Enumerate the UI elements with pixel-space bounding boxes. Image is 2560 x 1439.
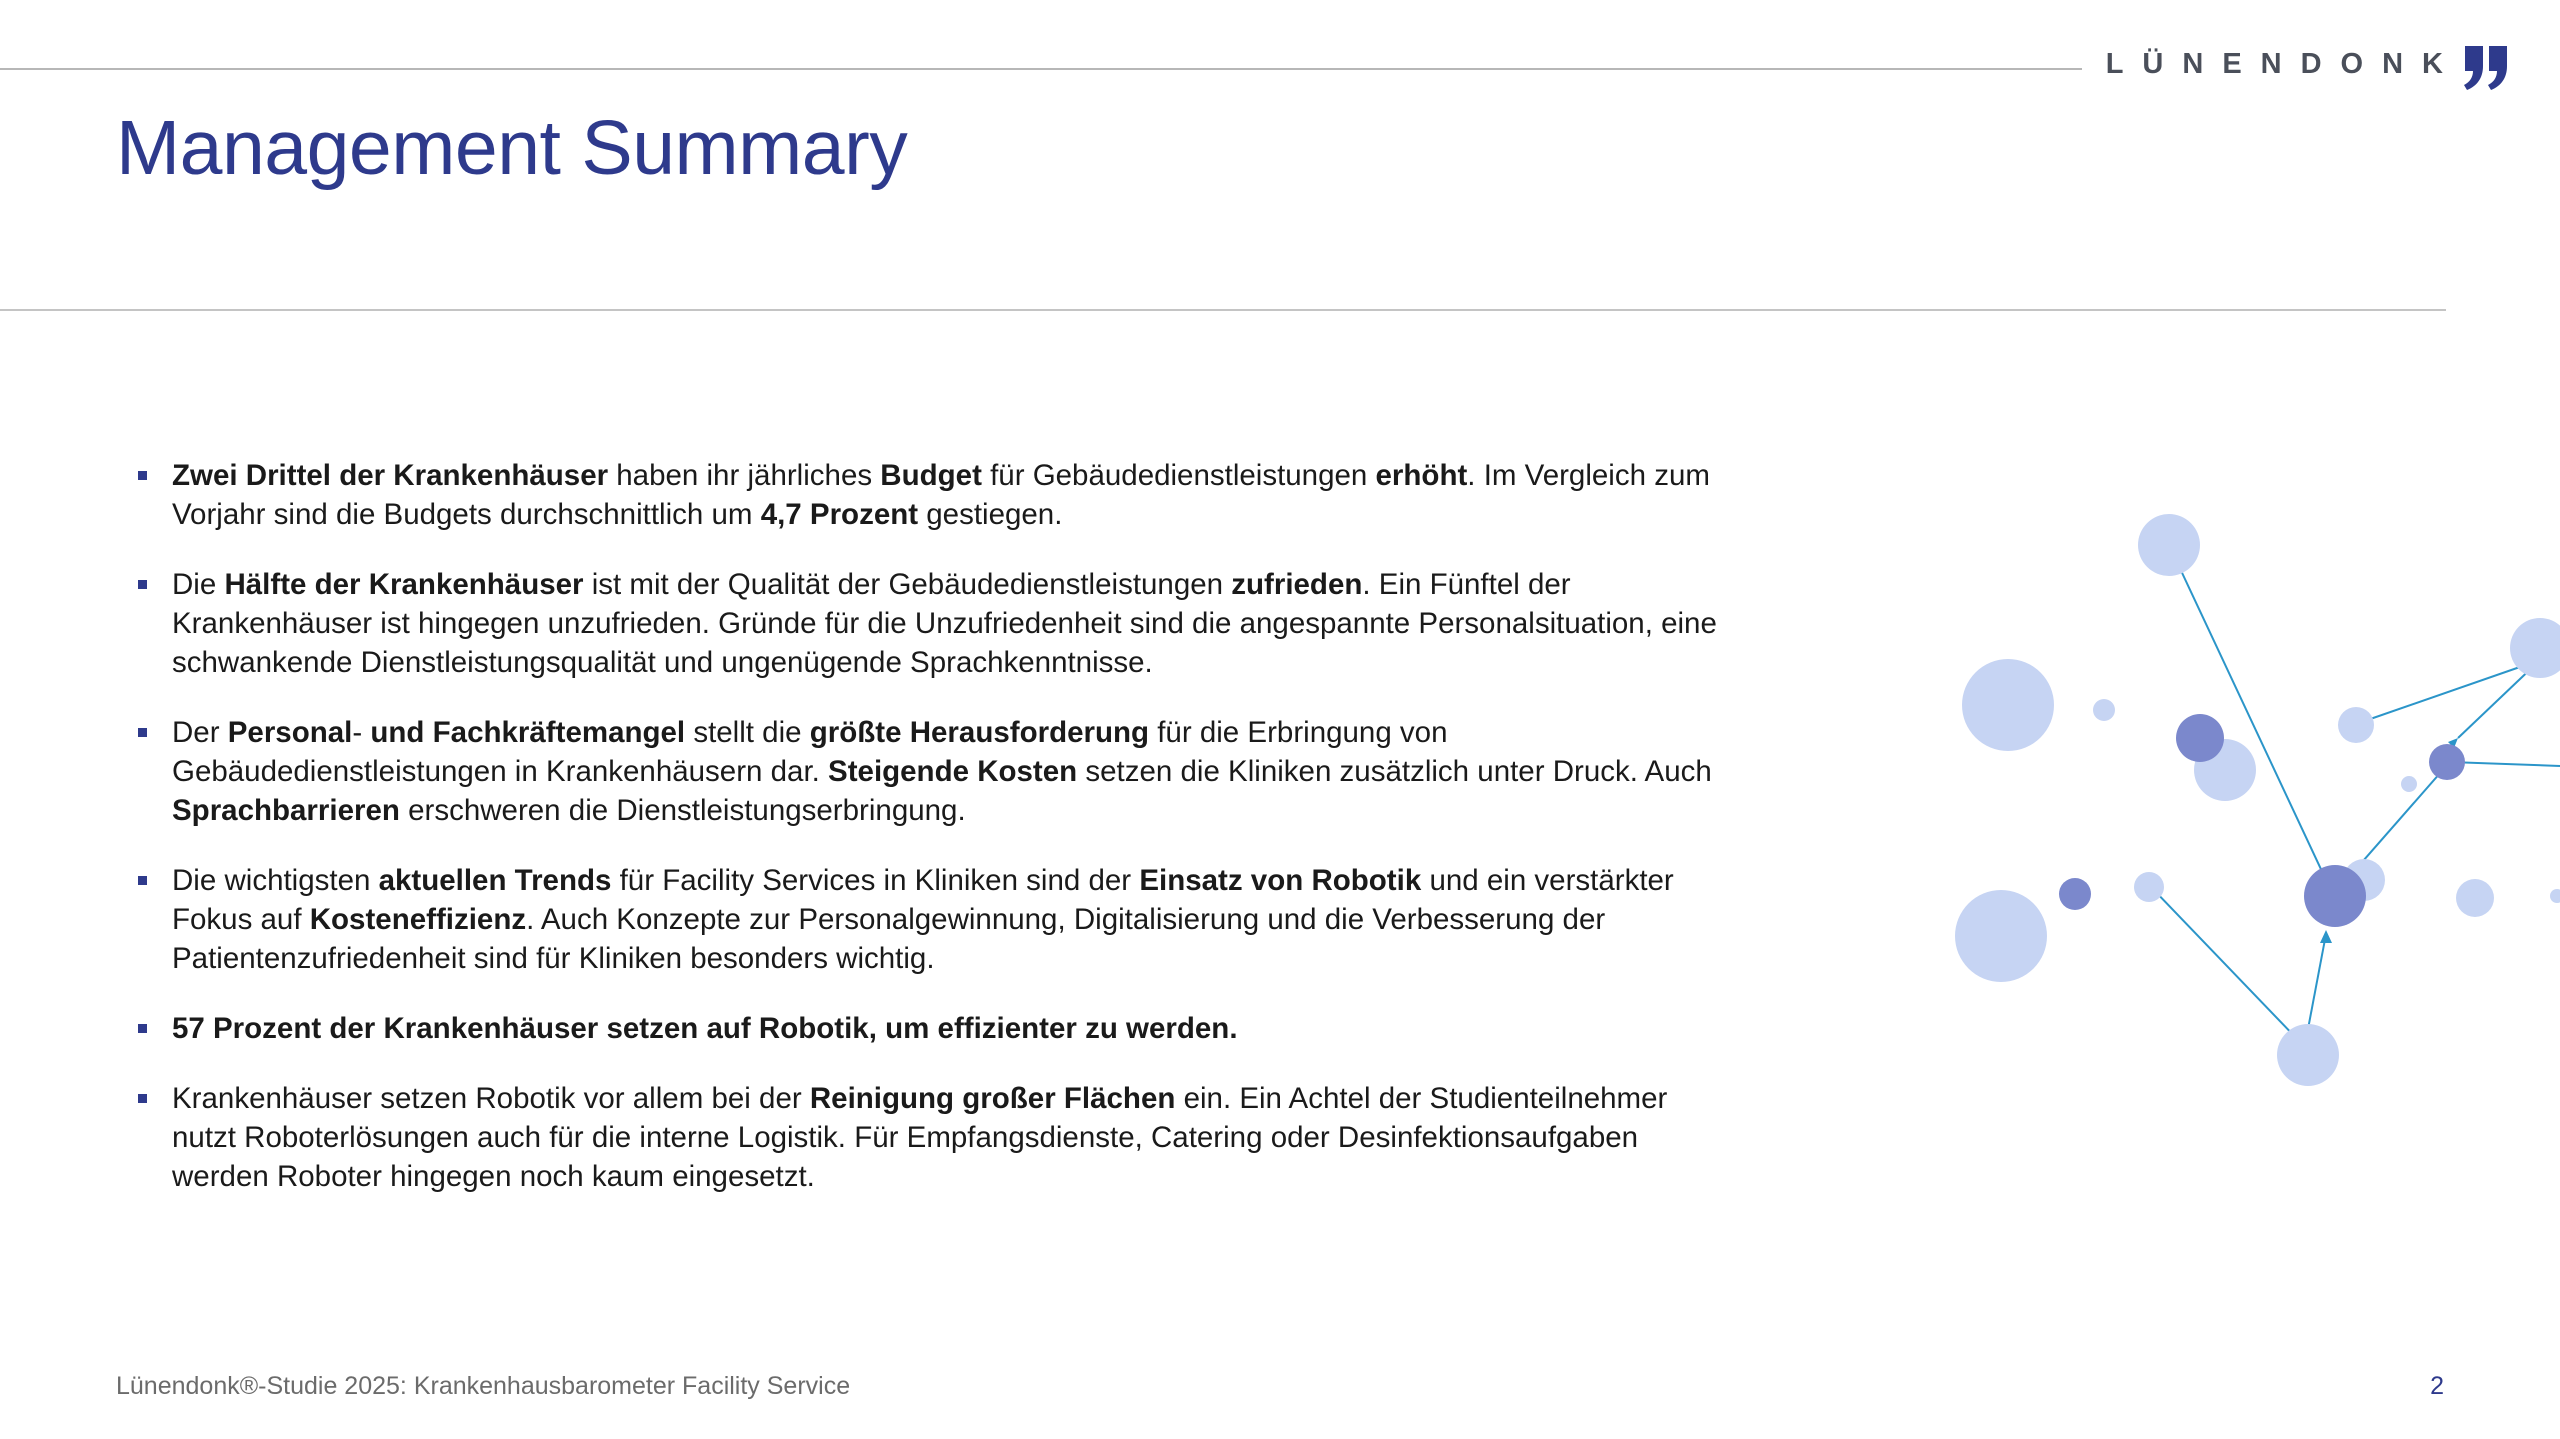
quote-mark-icon <box>2462 40 2512 96</box>
bullet-text: ein. Ein Achtel der Studienteilnehmer nutzt Roboterlösungen auch für die interne Logistik. Für Empfangsdienste, Catering oder Desinfektionsaufgaben werden Roboter hingegen noch kaum eingesetzt. <box>172 1082 1668 1193</box>
bullet-emphasis: Reinigung großer Flächen <box>809 1082 1176 1115</box>
brand-logo-text: LÜNENDONK <box>2105 48 2462 80</box>
bullet-text: für Gebäudedienstleistungen <box>981 459 1376 492</box>
network-bubble <box>2401 776 2417 792</box>
network-bubble <box>2277 1024 2339 1086</box>
summary-bullet <box>136 456 1736 534</box>
title-rule <box>0 309 2446 311</box>
bullet-text: Die <box>172 568 225 601</box>
bullet-emphasis: Hälfte der Krankenhäuser <box>224 568 584 601</box>
bullet-text: gestiegen. <box>918 498 1063 531</box>
bullet-text: . Auch Konzepte zur Personalgewinnung, Digitalisierung und die Verbesserung der Patientenzufriedenheit sind für Kliniken besonders wichtig. <box>172 903 1606 975</box>
network-bubble <box>2510 618 2560 678</box>
network-bubble <box>2338 707 2374 743</box>
page-number: 2 <box>2430 1372 2444 1400</box>
network-illustration <box>1940 480 2560 1120</box>
summary-bullet <box>136 1009 1736 1048</box>
bullet-emphasis: Einsatz von Robotik <box>1139 864 1422 897</box>
network-bubble <box>2093 699 2115 721</box>
bullet-text: Der <box>172 716 228 749</box>
summary-bullet <box>136 1079 1736 1196</box>
bullet-emphasis: Steigende Kosten <box>828 755 1078 788</box>
network-link <box>2353 660 2540 725</box>
bullet-text: und ein verstärkter Fokus auf <box>172 864 1674 936</box>
network-bubble <box>1955 890 2047 982</box>
bullet-text: stellt die <box>685 716 810 749</box>
brand-logo <box>2106 40 2512 96</box>
bullet-text: . Ein Fünftel der Krankenhäuser ist hingegen unzufrieden. Gründe für die Unzufriedenheit sind die angespannte Personalsituation, eine schwankende Dienstleistungsqualität und ungenügende Sprachkenntnisse. <box>172 568 1717 679</box>
network-node <box>2429 744 2465 780</box>
footer-source: Lünendonk®-Studie 2025: Krankenhausbarometer Facility Service <box>116 1372 851 1400</box>
network-bubble <box>1962 659 2054 751</box>
bullet-emphasis: 57 Prozent der Krankenhäuser setzen auf Robotik, um effizienter zu werden. <box>172 1012 1238 1045</box>
bullet-emphasis: Budget <box>880 459 982 492</box>
page-title: Management Summary <box>116 105 908 191</box>
bullet-text: ist mit der Qualität der Gebäudedienstleistungen <box>583 568 1232 601</box>
header-rule <box>0 68 2082 70</box>
bullet-text: . Im Vergleich zum Vorjahr sind die Budgets durchschnittlich um <box>172 459 1710 531</box>
arrowhead-icon <box>2320 930 2332 943</box>
bullet-emphasis: aktuellen Trends <box>378 864 612 897</box>
bullet-emphasis: zufrieden <box>1231 568 1363 601</box>
bullet-text: Krankenhäuser setzen Robotik vor allem bei der <box>172 1082 810 1115</box>
network-node <box>2176 714 2224 762</box>
network-bubble <box>2134 872 2164 902</box>
bullet-text: setzen die Kliniken zusätzlich unter Druck. Auch <box>1077 755 1712 788</box>
summary-bullet-list <box>136 456 1736 1227</box>
bullet-emphasis: erhöht <box>1375 459 1468 492</box>
network-link <box>2151 887 2300 1042</box>
network-bubble <box>2456 879 2494 917</box>
bullet-emphasis: Zwei Drittel der Krankenhäuser <box>172 459 609 492</box>
network-bubble <box>2550 889 2560 903</box>
bullet-text: erschweren die Dienstleistungserbringung. <box>399 794 966 827</box>
bullet-text: - <box>352 716 371 749</box>
bullet-emphasis: Sprachbarrieren <box>172 794 400 827</box>
bullet-emphasis: Personal <box>227 716 353 749</box>
summary-bullet <box>136 861 1736 978</box>
summary-bullet <box>136 565 1736 682</box>
bullet-text: haben ihr jährliches <box>608 459 881 492</box>
bullet-text: für die Erbringung von Gebäudedienstleistungen in Krankenhäusern dar. <box>172 716 1448 788</box>
network-link <box>2450 762 2560 766</box>
bullet-emphasis: Kosteneffizienz <box>309 903 527 936</box>
summary-bullet <box>136 713 1736 830</box>
network-node <box>2059 878 2091 910</box>
bullet-emphasis: 4,7 Prozent <box>760 498 919 531</box>
bullet-text: für Facility Services in Kliniken sind der <box>611 864 1140 897</box>
bullet-text: Die wichtigsten <box>172 864 379 897</box>
network-node <box>2304 865 2366 927</box>
network-bubble <box>2138 514 2200 576</box>
network-link <box>2308 934 2326 1029</box>
bullet-emphasis: und Fachkräftemangel <box>370 716 686 749</box>
bullet-emphasis: größte Herausforderung <box>809 716 1150 749</box>
